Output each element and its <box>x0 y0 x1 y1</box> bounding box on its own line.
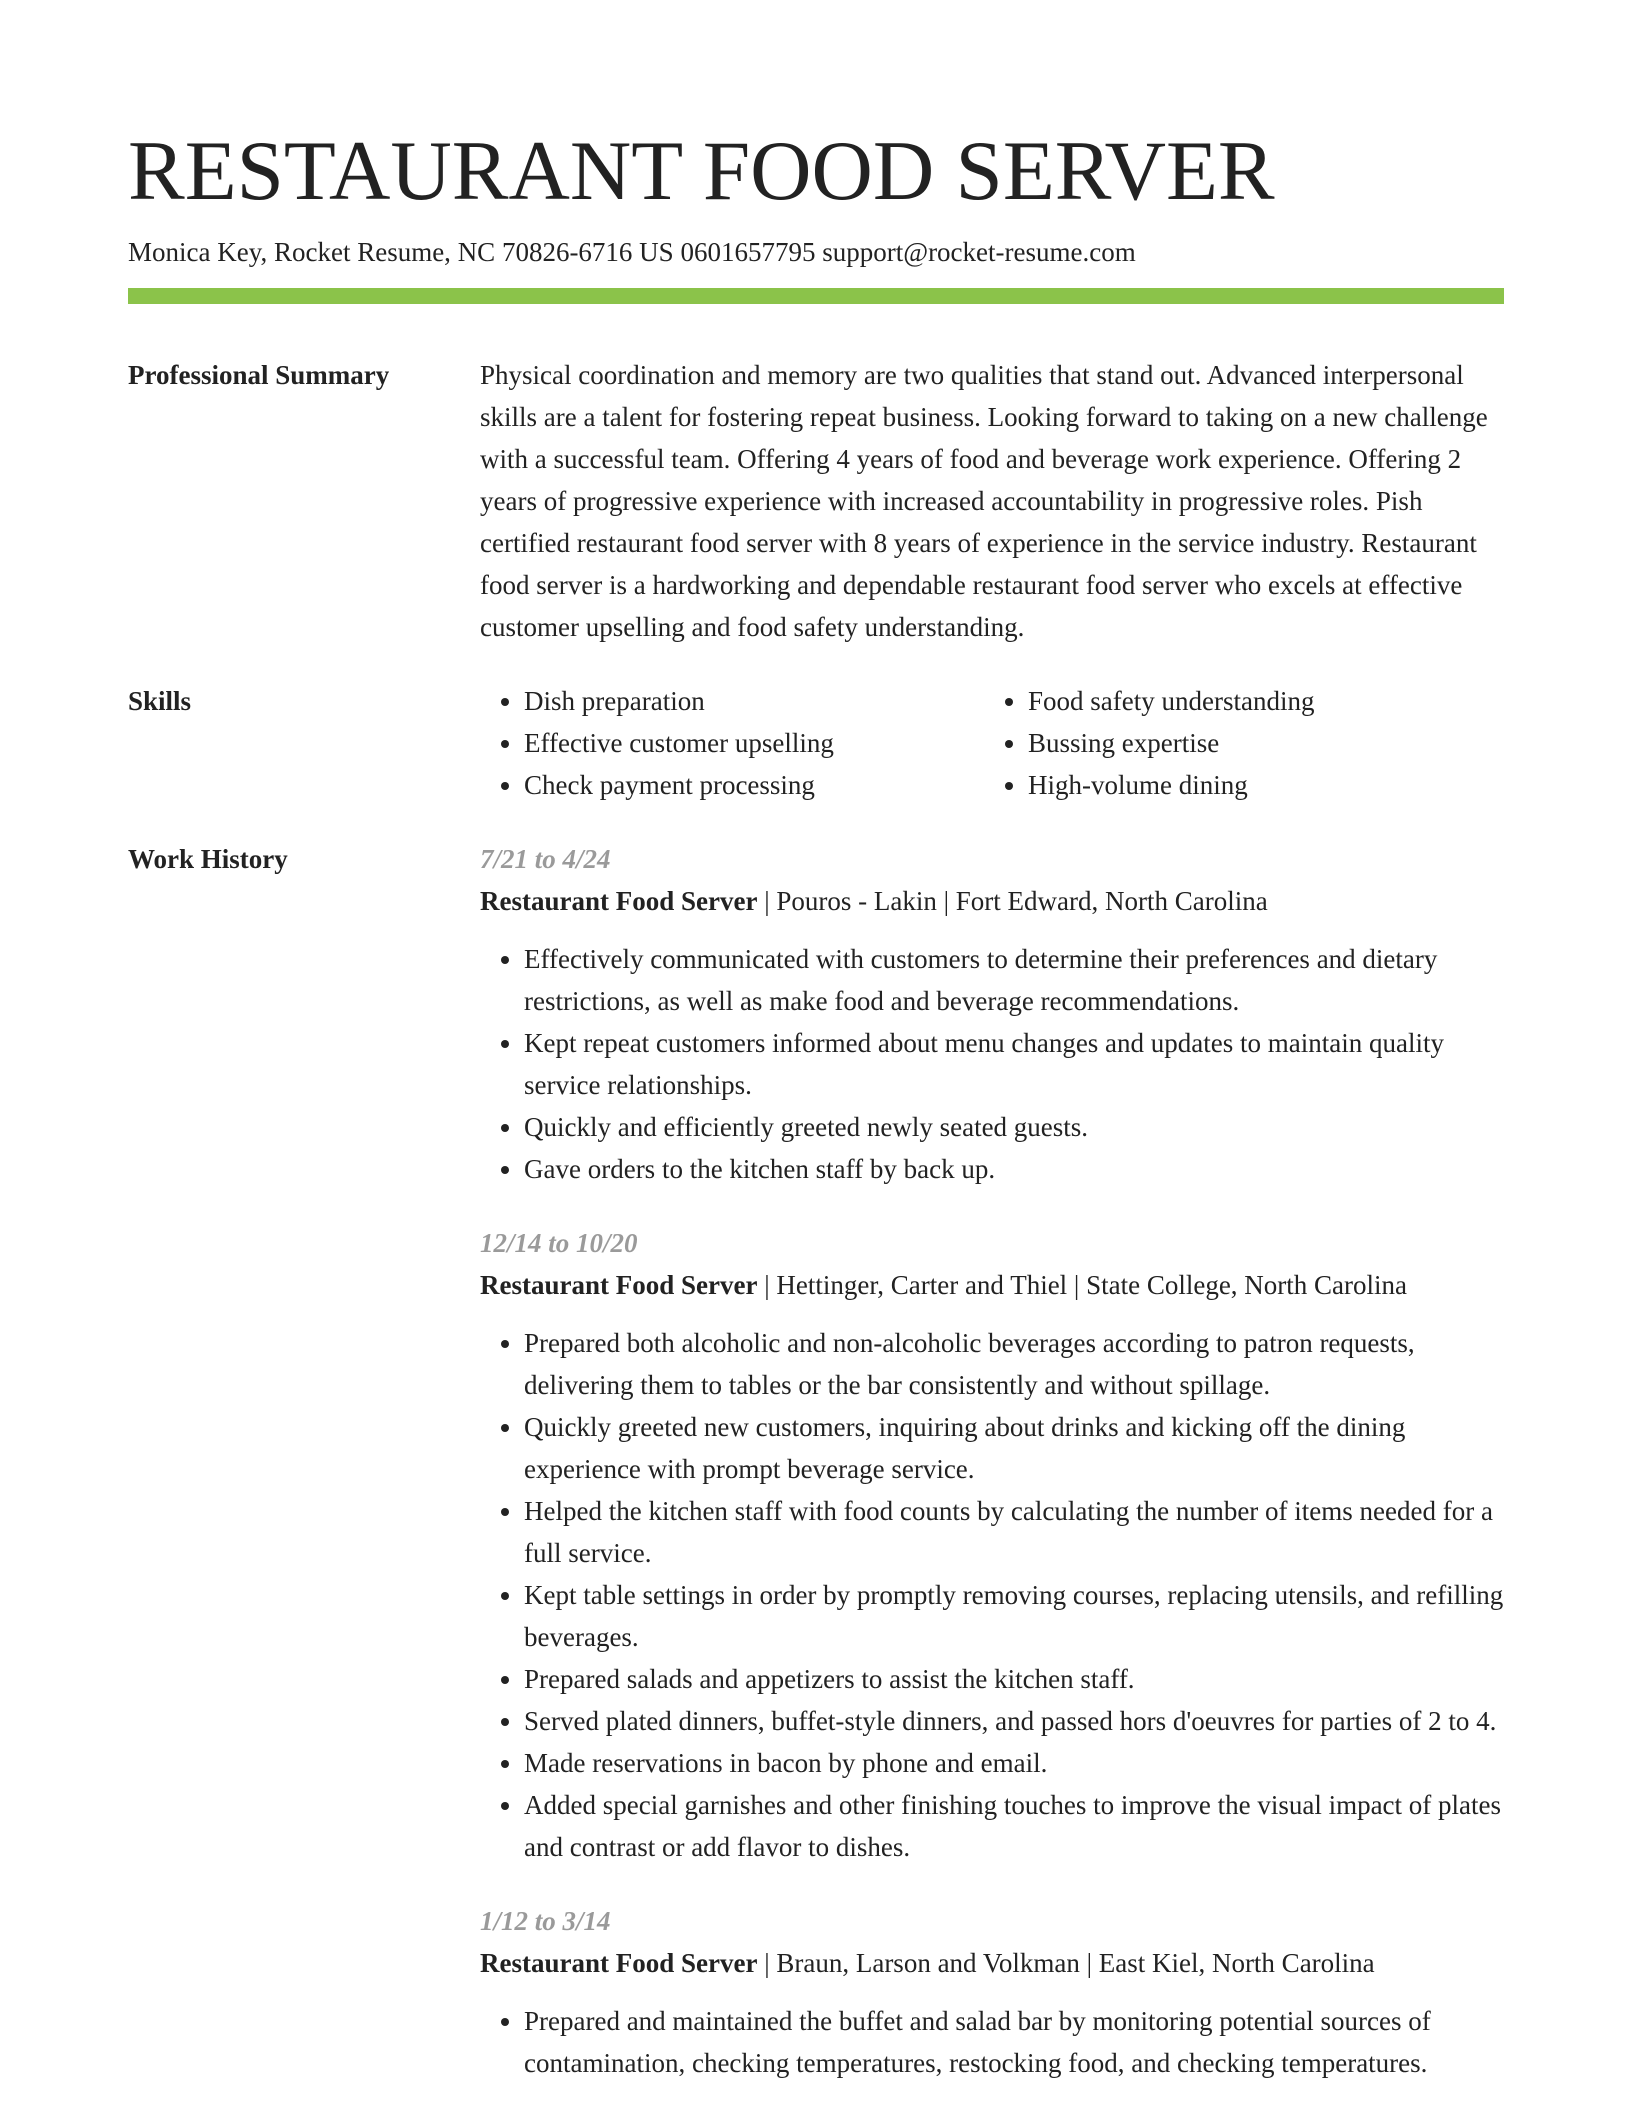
job-bullet: • Kept repeat customers informed about menu changes and updates to maintain quality service relationships. <box>524 1022 1504 1106</box>
job-bullets <box>480 938 1504 1190</box>
job-bullet: • Effectively communicated with customers to determine their preferences and dietary restrictions, as well as make food and beverage recommendations. <box>524 938 1504 1022</box>
section-label-skills: Skills <box>128 686 192 716</box>
skill-item: • Bussing expertise <box>1028 722 1488 764</box>
job-bullet: • Kept table settings in order by promptly removing courses, replacing utensils, and refilling beverages. <box>524 1574 1504 1658</box>
job-role: Restaurant Food Server <box>480 1948 758 1978</box>
skills-list-left <box>480 680 984 806</box>
contact-name: Monica Key, <box>128 237 268 267</box>
job-dates: 1/12 to 3/14 <box>480 1906 611 1936</box>
skills-section <box>128 680 1504 806</box>
resume-title: RESTAURANT FOOD SERVER <box>128 124 1275 218</box>
job-bullet: • Prepared and maintained the buffet and salad bar by monitoring potential sources of contamination, checking temperatures, restocking food, and checking temperatures. <box>524 2000 1504 2084</box>
job-details: | Braun, Larson and Volkman | East Kiel, North Carolina <box>757 1948 1375 1978</box>
job-bullet: • Gave orders to the kitchen staff by back up. <box>524 1148 1504 1190</box>
summary-text: Physical coordination and memory are two qualities that stand out. Advanced interpersonal skills are a talent for fostering repeat business. Looking forward to taking on a new challenge with a successful team. Offering 4 years of food and beverage work experience. Offering 2 years of progressive experience with increased accountability in progressive roles. Pish certified restaurant food server with 8 years of experience in the service industry. Restaurant food server is a hardworking and dependable restaurant food server who excels at effective customer upselling and food safety understanding. <box>480 360 1488 642</box>
contact-line <box>128 235 1504 269</box>
job-entry <box>480 1900 1504 2084</box>
job-role: Restaurant Food Server <box>480 886 758 916</box>
job-bullet: • Quickly and efficiently greeted newly seated guests. <box>524 1106 1504 1148</box>
work-history-section <box>128 838 1504 2116</box>
contact-location: NC 70826-6716 US <box>457 237 674 267</box>
job-dates: 12/14 to 10/20 <box>480 1228 638 1258</box>
job-role: Restaurant Food Server <box>480 1270 758 1300</box>
skills-list-right <box>984 680 1488 806</box>
job-bullet: • Prepared both alcoholic and non-alcoholic beverages according to patron requests, delivering them to tables or the bar consistently and without spillage. <box>524 1322 1504 1406</box>
contact-phone: 0601657795 <box>680 237 816 267</box>
resume-page <box>128 0 1504 2116</box>
job-entry <box>480 838 1504 1190</box>
job-bullets <box>480 2000 1504 2084</box>
job-details: | Hettinger, Carter and Thiel | State College, North Carolina <box>757 1270 1408 1300</box>
job-bullet: • Made reservations in bacon by phone and email. <box>524 1742 1504 1784</box>
job-bullet: • Added special garnishes and other finishing touches to improve the visual impact of plates and contrast or add flavor to dishes. <box>524 1784 1504 1868</box>
professional-summary-section <box>128 354 1504 648</box>
job-heading <box>480 1942 1504 1984</box>
skill-item: • Effective customer upselling <box>524 722 984 764</box>
skill-item: • Dish preparation <box>524 680 984 722</box>
job-heading <box>480 1264 1504 1306</box>
job-bullets <box>480 1322 1504 1868</box>
header-divider <box>128 288 1504 304</box>
job-bullet: • Helped the kitchen staff with food counts by calculating the number of items needed for a full service. <box>524 1490 1504 1574</box>
contact-company: Rocket Resume, <box>273 237 451 267</box>
skill-item: • High-volume dining <box>1028 764 1488 806</box>
skill-item: • Food safety understanding <box>1028 680 1488 722</box>
job-details: | Pouros - Lakin | Fort Edward, North Carolina <box>757 886 1268 916</box>
section-label-summary: Professional Summary <box>128 360 390 390</box>
job-entry <box>480 1222 1504 1868</box>
skill-item: • Check payment processing <box>524 764 984 806</box>
job-heading <box>480 880 1504 922</box>
contact-email[interactable]: support@rocket-resume.com <box>822 237 1136 267</box>
job-dates: 7/21 to 4/24 <box>480 844 611 874</box>
job-bullet: • Served plated dinners, buffet-style dinners, and passed hors d'oeuvres for parties of 2 to 4. <box>524 1700 1504 1742</box>
job-bullet: • Quickly greeted new customers, inquiring about drinks and kicking off the dining experience with prompt beverage service. <box>524 1406 1504 1490</box>
job-bullet: • Prepared salads and appetizers to assist the kitchen staff. <box>524 1658 1504 1700</box>
section-label-work: Work History <box>128 844 288 874</box>
